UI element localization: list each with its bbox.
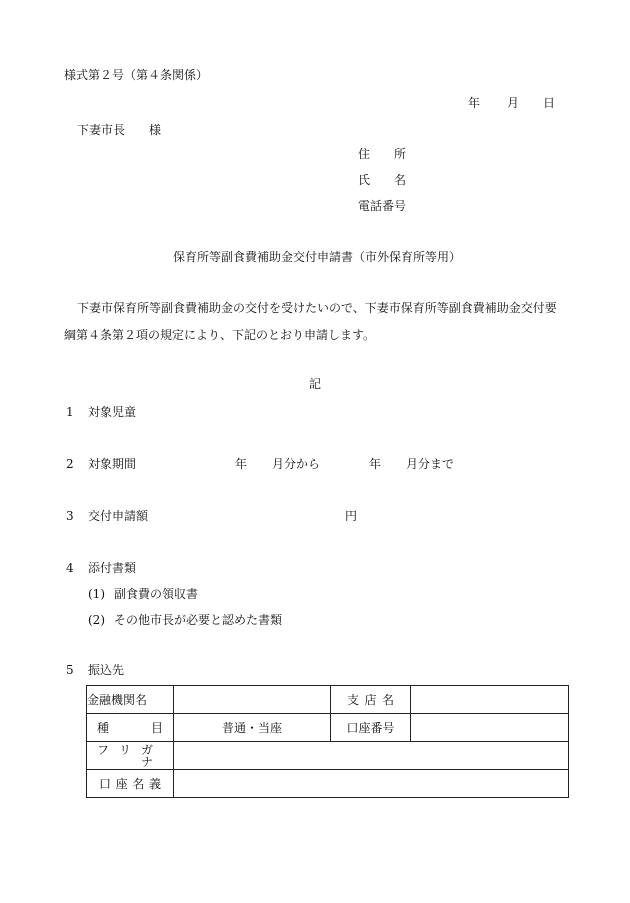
- body-line-1: 下妻市保育所等副食費補助金の交付を受けたいので、下妻市保育所等副食費補助金交付要: [77, 301, 557, 315]
- date-day-label: 日: [543, 96, 556, 110]
- furigana-field[interactable]: [174, 742, 569, 770]
- account-holder-label: 口 座 名 義: [87, 770, 174, 798]
- furigana-label: フ リ ガナ: [87, 742, 174, 770]
- item-5-number: 5: [66, 663, 74, 677]
- addressee: 下妻市長 様: [77, 123, 162, 137]
- branch-name-label: 支 店 名: [331, 686, 411, 714]
- table-row: [87, 714, 569, 742]
- branch-name-field[interactable]: [411, 686, 569, 714]
- account-type-label: 種 目: [87, 714, 174, 742]
- item-5-label: 振込先: [88, 663, 125, 677]
- body-line-2: 綱第４条第２項の規定により、下記のとおり申請します。: [64, 328, 376, 342]
- item-2-number: 2: [66, 457, 74, 471]
- item-1-label: 対象児童: [88, 405, 137, 419]
- bank-name-label: 金融機関名: [87, 686, 174, 714]
- account-holder-field[interactable]: [174, 770, 569, 798]
- item-3-label: 交付申請額: [88, 509, 149, 523]
- account-number-label: 口座番号: [331, 714, 411, 742]
- date-year-label: 年: [468, 96, 481, 110]
- account-number-field[interactable]: [411, 714, 569, 742]
- item-3-number: 3: [66, 509, 74, 523]
- document-title: 保育所等副食費補助金交付申請書（市外保育所等用）: [173, 250, 462, 264]
- doc-2-text: その他市長が必要と認めた書類: [114, 613, 283, 627]
- ki-mark: 記: [309, 377, 322, 391]
- doc-2-number: (2): [88, 613, 105, 627]
- item-4-number: 4: [66, 561, 74, 575]
- phone-label: 電話番号: [358, 199, 407, 213]
- doc-1-text: 副食費の領収書: [114, 587, 199, 601]
- period-from-month: 月分から: [272, 457, 321, 471]
- account-type-value[interactable]: 普通・当座: [174, 714, 331, 742]
- amount-unit: 円: [345, 509, 358, 523]
- form-number: 様式第２号（第４条関係）: [64, 68, 209, 82]
- period-to-year: 年: [369, 457, 382, 471]
- period-from-year: 年: [235, 457, 248, 471]
- item-1-number: 1: [66, 405, 74, 419]
- date-month-label: 月: [507, 96, 520, 110]
- item-4-label: 添付書類: [88, 561, 137, 575]
- bank-account-table: [86, 685, 569, 798]
- table-row: [87, 742, 569, 770]
- table-row: [87, 686, 569, 714]
- address-label: 住 所: [358, 147, 406, 161]
- name-label: 氏 名: [358, 173, 406, 187]
- item-2-label: 対象期間: [88, 457, 137, 471]
- period-to-month: 月分まで: [406, 457, 455, 471]
- table-row: [87, 770, 569, 798]
- bank-name-field[interactable]: [174, 686, 331, 714]
- doc-1-number: (1): [88, 587, 105, 601]
